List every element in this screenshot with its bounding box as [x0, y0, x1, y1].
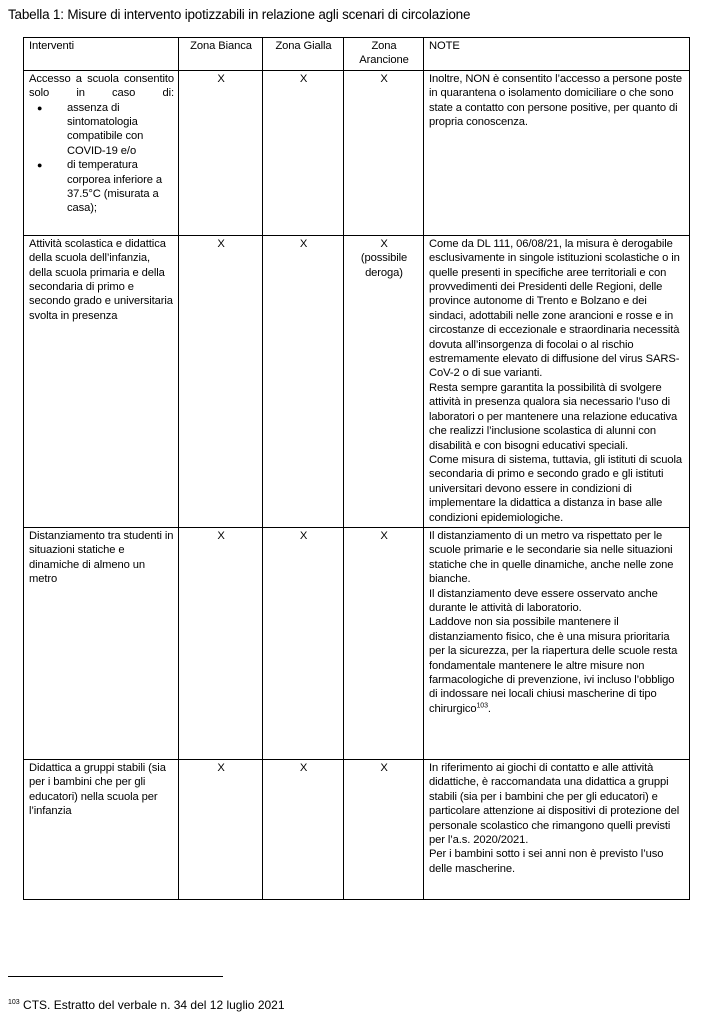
intervention-text: Attività scolastica e didattica della scuola dell’infanzia, della scuola primaria e della secondaria di primo e secondo grado e universitaria svolta in presenza [29, 237, 173, 322]
table-caption: Tabella 1: Misure di intervento ipotizzabili in relazione agli scenari di circolazione [8, 7, 471, 22]
note-paragraph: Il distanziamento deve essere osservato anche durante le attività di laboratorio. [429, 587, 658, 614]
bullet-icon: ● [37, 102, 43, 113]
table-row [24, 527, 690, 759]
note-paragraph: Resta sempre garantita la possibilità di svolgere attività in presenza qualora sia necessario l’uso di laboratori o per mantenere una relazione educativa che realizzi l’inclusione scolastica di alunni con disabilità e con bisogni educativi speciali. [429, 381, 678, 452]
note-paragraph: Il distanziamento di un metro va rispettato per le scuole primarie e le secondarie sia nelle situazioni statiche che in quelle dinamiche, anche nelle zone bianche. [429, 529, 674, 586]
note-paragraph: Laddove non sia possibile mantenere il distanziamento fisico, che è una misura prioritaria per la sicurezza, per la riapertura delle scuole resta fondamentale mantenere le altre misure non farmacologiche di prevenzione, ivi incluso l’obbligo di indossare nei locali chiusi mascherine di tipo chirurgico$^{103}$. [429, 616, 678, 715]
note-cell [424, 527, 690, 759]
footnote [8, 998, 285, 1013]
intervention-cell [24, 527, 179, 759]
zona-gialla-cell: X [263, 527, 344, 759]
zona-gialla-cell: X [263, 70, 344, 235]
intervention-cell [24, 759, 179, 899]
zona-arancione-mark: X [380, 237, 388, 250]
footnote-ref[interactable]: 103 [476, 702, 488, 710]
list-item: ● di temperatura corporea inferiore a 37.5°C (misurata a casa); [37, 159, 163, 215]
table-row [24, 70, 690, 235]
intervention-text: Accesso a scuola consentito solo in caso di: [29, 72, 174, 100]
zona-bianca-cell: X [179, 527, 263, 759]
list-item: ● assenza di sintomatologia compatibile con COVID-19 e/o [37, 101, 144, 157]
intervention-cell [24, 235, 179, 527]
zona-arancione-cell: X [344, 70, 424, 235]
intervention-text: Distanziamento tra studenti in situazioni statiche e dinamiche di almeno un metro [29, 529, 174, 586]
table-row [24, 759, 690, 899]
footnote-text: CTS. Estratto del verbale n. 34 del 12 luglio 2021 [19, 998, 285, 1012]
note-paragraph: In riferimento ai giochi di contatto e alle attività didattiche, è raccomandata una didattica a gruppi stabili (sia per i bambini che per gli educatori) e particolare attenzione ai dispositivi di protezione del personale scolastico che rimangono quelli previsti per l’a.s. 2020/2021. [429, 761, 680, 846]
note-paragraph: Per i bambini sotto i sei anni non è previsto l’uso delle mascherine. [429, 848, 664, 875]
deroga-note: (possibile deroga) [360, 252, 408, 279]
requirements-list [29, 101, 174, 216]
note-paragraph: Come misura di sistema, tuttavia, gli istituti di scuola secondaria di primo e secondo grado e gli istituti universitari devono essere in condizioni di implementare la didattica a distanza in base alle condizioni epidemiologiche. [429, 453, 683, 524]
bullet-icon: ● [37, 160, 43, 171]
header-note: NOTE [424, 38, 690, 71]
header-zona-bianca: Zona Bianca [179, 38, 263, 71]
zona-arancione-cell: X [344, 527, 424, 759]
note-cell [424, 759, 690, 899]
footnote-number: 103 [8, 999, 20, 1006]
header-interventi: Interventi [24, 38, 179, 71]
zona-arancione-cell: X [344, 759, 424, 899]
note-cell [424, 70, 690, 235]
zona-arancione-cell [344, 235, 424, 527]
note-paragraph: Come da DL 111, 06/08/21, la misura è derogabile esclusivamente in singole istituzioni scolastiche o in quelle presenti in specifiche aree territoriali e con provvedimenti dei Presidenti delle Regioni, delle province autonome di Trento e Bolzano e dei sindaci, adottabili nelle zone arancioni e rosse e in circostanze di eccezionale e straordinaria necessità dovuta all’insorgenza di focolai o al rischio estremamente elevato di diffusione del virus SARS-CoV-2 o di sue varianti. [429, 237, 680, 380]
zona-gialla-cell: X [263, 235, 344, 527]
header-zona-gialla: Zona Gialla [263, 38, 344, 71]
note-paragraph: Inoltre, NON è consentito l’accesso a persone poste in quarantena o isolamento domiciliare o che sono state a contatto con persone positive, per quanto di propria conoscenza. [429, 72, 682, 129]
table-header-row [24, 38, 690, 71]
footnote-divider [8, 976, 223, 977]
zona-bianca-cell: X [179, 235, 263, 527]
header-zona-arancione: Zona Arancione [344, 38, 424, 71]
zona-bianca-cell: X [179, 759, 263, 899]
zona-gialla-cell: X [263, 759, 344, 899]
table-row [24, 235, 690, 527]
zona-bianca-cell: X [179, 70, 263, 235]
intervention-cell [24, 70, 179, 235]
measures-table [23, 37, 690, 900]
note-cell [424, 235, 690, 527]
intervention-text: Didattica a gruppi stabili (sia per i bambini che per gli educatori) nella scuola per l’infanzia [29, 761, 166, 818]
